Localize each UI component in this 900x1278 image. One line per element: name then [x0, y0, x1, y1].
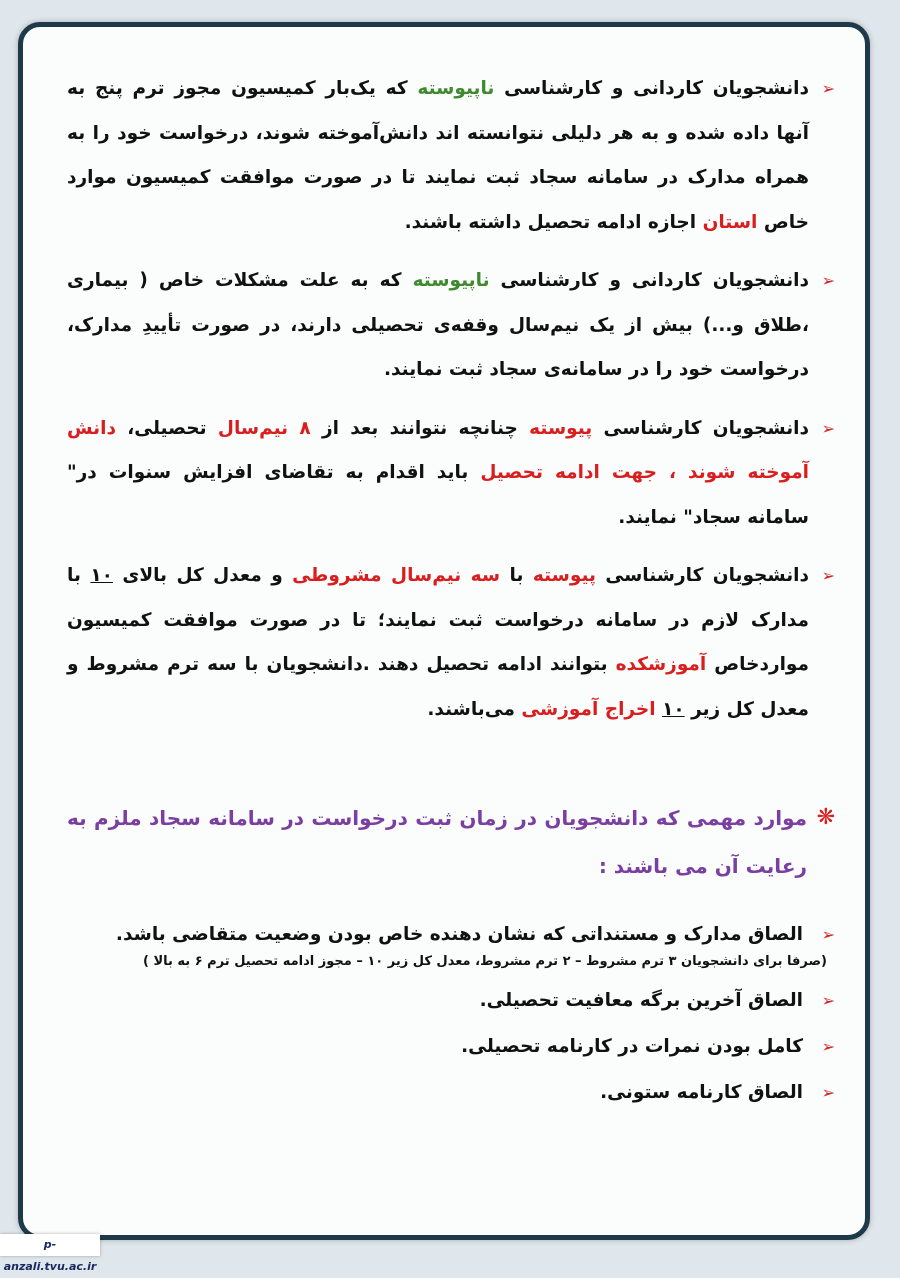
important-heading: ❋ موارد مهمی که دانشجویان در زمان ثبت درخواست در سامانه سجاد ملزم به رعایت آن می باشند :	[67, 794, 835, 890]
arrow-bullet-icon: ➢	[821, 1037, 835, 1056]
highlight-expulsion: اخراج آموزشی	[521, 698, 656, 720]
content-frame	[18, 22, 870, 1240]
paragraph-3: ➢ دانشجویان کارشناسی پیوسته چنانچه نتوانند بعد از ۸ نیم‌سال تحصیلی، دانش آموخته شوند ، جهت ادامه تحصیل باید اقدام به تقاضای افزایش سنوات در" سامانه سجاد" نمایند.	[67, 407, 835, 541]
arrow-bullet-icon: ➢	[821, 925, 835, 944]
arrow-bullet-icon: ➢	[821, 991, 835, 1010]
highlight-graduate: دانش آموخته شوند ، جهت ادامه تحصیل	[67, 417, 809, 483]
highlight-8-semesters: ۸ نیم‌سال	[217, 417, 311, 439]
arrow-bullet-icon: ➢	[821, 566, 835, 585]
underlined-10: ۱۰	[662, 698, 685, 720]
requirement-item-3: ➢ کامل بودن نمرات در کارنامه تحصیلی.	[67, 1024, 835, 1070]
paragraph-4: ➢ دانشجویان کارشناسی پیوسته با سه نیم‌سال مشروطی و معدل کل بالای ۱۰ با مدارک لازم در سامانه درخواست ثبت نمایند؛ تا در صورت موافقت کمیسیون مواردخاص آموزشکده بتوانند ادامه تحصیل دهند .دانشجویان با سه ترم مشروط و معدل کل زیر ۱۰ اخراج آموزشی می‌باشند.	[67, 554, 835, 732]
arrow-bullet-icon: ➢	[821, 1083, 835, 1102]
document-body	[67, 67, 835, 1116]
paragraph-2: ➢ دانشجویان کاردانی و کارشناسی ناپیوسته که به علت مشکلات خاص ( بیماری ،طلاق و...) بیش از یک نیم‌سال وقفه‌ی تحصیلی دارند، در صورت تأییدِ مدارک، درخواست خود را در سامانه‌ی سجاد ثبت نمایند.	[67, 259, 835, 393]
requirement-note: (صرفا برای دانشجویان ۳ ترم مشروط – ۲ ترم مشروط، معدل کل زیر ۱۰ – مجوز ادامه تحصیل ترم ۶ به بالا )	[142, 954, 827, 969]
highlight-peyvaste: پیوسته	[529, 417, 593, 439]
requirement-item-1: ➢ الصاق مدارک و مستنداتی که نشان دهنده خاص بودن وضعیت متقاضی باشد.	[67, 912, 835, 958]
arrow-bullet-icon: ➢	[821, 418, 835, 438]
star-icon: ❋	[816, 805, 835, 830]
arrow-bullet-icon: ➢	[821, 271, 835, 290]
highlight-peyvaste: پیوسته	[532, 565, 596, 586]
highlight-probation: سه نیم‌سال مشروطی	[292, 565, 501, 586]
highlight-napeyvaste: ناپیوسته	[417, 78, 495, 99]
highlight-napeyvaste: ناپیوسته	[412, 270, 490, 291]
underlined-10: ۱۰	[90, 565, 113, 586]
highlight-ostan: استان	[702, 211, 758, 233]
site-watermark: p-anzali.tvu.ac.ir	[0, 1234, 100, 1256]
requirement-item-4: ➢ الصاق کارنامه ستونی.	[67, 1070, 835, 1116]
paragraph-1: ➢ دانشجویان کاردانی و کارشناسی ناپیوسته که یک‌بار کمیسیون مجوز ترم پنج به آنها داده شده و به هر دلیلی نتوانسته اند دانش‌آموخته شوند، درخواست خود را به همراه مدارک در سامانه سجاد ثبت نمایند تا در صورت موافقت کمیسیون موارد خاص استان اجازه ادامه تحصیل داشته باشند.	[67, 67, 835, 245]
requirement-item-2: ➢ الصاق آخرین برگه معافیت تحصیلی.	[67, 978, 835, 1024]
arrow-bullet-icon: ➢	[821, 79, 835, 98]
highlight-amoozeshkadeh: آموزشکده	[615, 654, 707, 675]
